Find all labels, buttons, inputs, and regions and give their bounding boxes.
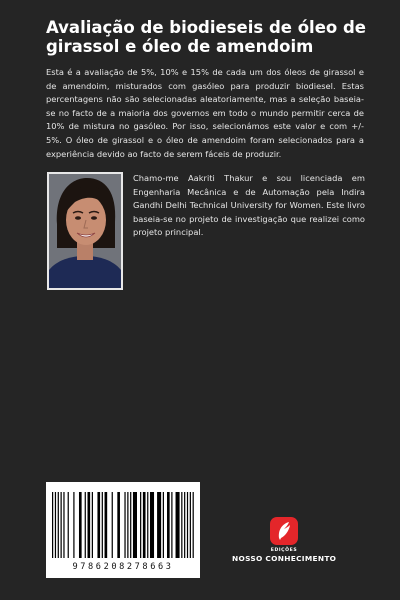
barcode-bar bbox=[176, 492, 180, 558]
barcode-bar bbox=[127, 492, 128, 558]
isbn-number: 9786208278663 bbox=[72, 562, 174, 572]
barcode-bar bbox=[184, 492, 185, 558]
barcode-bar bbox=[157, 492, 161, 558]
author-bio: Chamo-me Aakriti Thakur e sou licenciada em Engenharia Mecânica e de Automação pela Indira Gandhi Delhi Technical University for Women. Este livro baseia-se no projeto de investigação que realizei como projeto principal. bbox=[133, 173, 365, 238]
barcode-bar bbox=[92, 492, 93, 558]
barcode-bar bbox=[163, 492, 164, 558]
barcode-bar bbox=[68, 492, 69, 558]
publisher-logo bbox=[232, 517, 336, 563]
book-title: Avaliação de biodieseis de óleo de girassol e óleo de amendoim bbox=[46, 18, 366, 56]
barcode-bar bbox=[193, 492, 194, 558]
barcode-bar bbox=[102, 492, 103, 558]
author-photo bbox=[47, 172, 123, 290]
barcode-bar bbox=[150, 492, 154, 558]
isbn-barcode bbox=[46, 482, 200, 578]
quill-feather-icon bbox=[276, 521, 292, 541]
barcode-bar bbox=[130, 492, 131, 558]
book-synopsis: Esta é a avaliação de 5%, 10% e 15% de cada um dos óleos de girassol e de amendoim, misturados com gasóleo para produzir biodiesel. Estas percentagens não são selecionadas aleatoriamente, mas a seleção baseia-se no facto de a maioria dos governos em todo o mundo permitir cerca de 10% de mistura no gasóleo. Por isso, selecionámos este valor e com +/- 5%. O óleo de girassol e o óleo de amendoim foram selecionados para a experiência devido ao facto de serem fáceis de produzir. bbox=[46, 67, 364, 159]
publisher-top-line: EDIÇÕES bbox=[270, 548, 298, 553]
author-portrait-image bbox=[49, 174, 121, 288]
publisher-badge bbox=[270, 517, 298, 545]
barcode-bar bbox=[85, 492, 86, 558]
barcode-bar bbox=[124, 492, 125, 558]
barcode-bar bbox=[167, 492, 170, 558]
barcode-bar bbox=[133, 492, 137, 558]
barcode-bar bbox=[88, 492, 91, 558]
barcode-bar bbox=[171, 492, 172, 558]
barcode-bar bbox=[58, 492, 59, 558]
barcode-bar bbox=[112, 492, 113, 558]
barcode-bar bbox=[52, 492, 53, 558]
barcode-bar bbox=[140, 492, 141, 558]
barcode-bar bbox=[97, 492, 100, 558]
barcode-bar bbox=[63, 492, 64, 558]
barcode-bar bbox=[190, 492, 191, 558]
barcode-bar bbox=[187, 492, 188, 558]
barcode-bar bbox=[79, 492, 82, 558]
barcode-bar bbox=[61, 492, 62, 558]
barcode-bar bbox=[181, 492, 182, 558]
barcode-bar bbox=[117, 492, 120, 558]
barcode-bar bbox=[55, 492, 56, 558]
publisher-name: NOSSO CONHECIMENTO bbox=[232, 554, 337, 563]
barcode-bar bbox=[73, 492, 74, 558]
barcode-bars bbox=[52, 492, 194, 558]
barcode-bar bbox=[143, 492, 146, 558]
barcode-bar bbox=[147, 492, 148, 558]
barcode-bar bbox=[105, 492, 108, 558]
